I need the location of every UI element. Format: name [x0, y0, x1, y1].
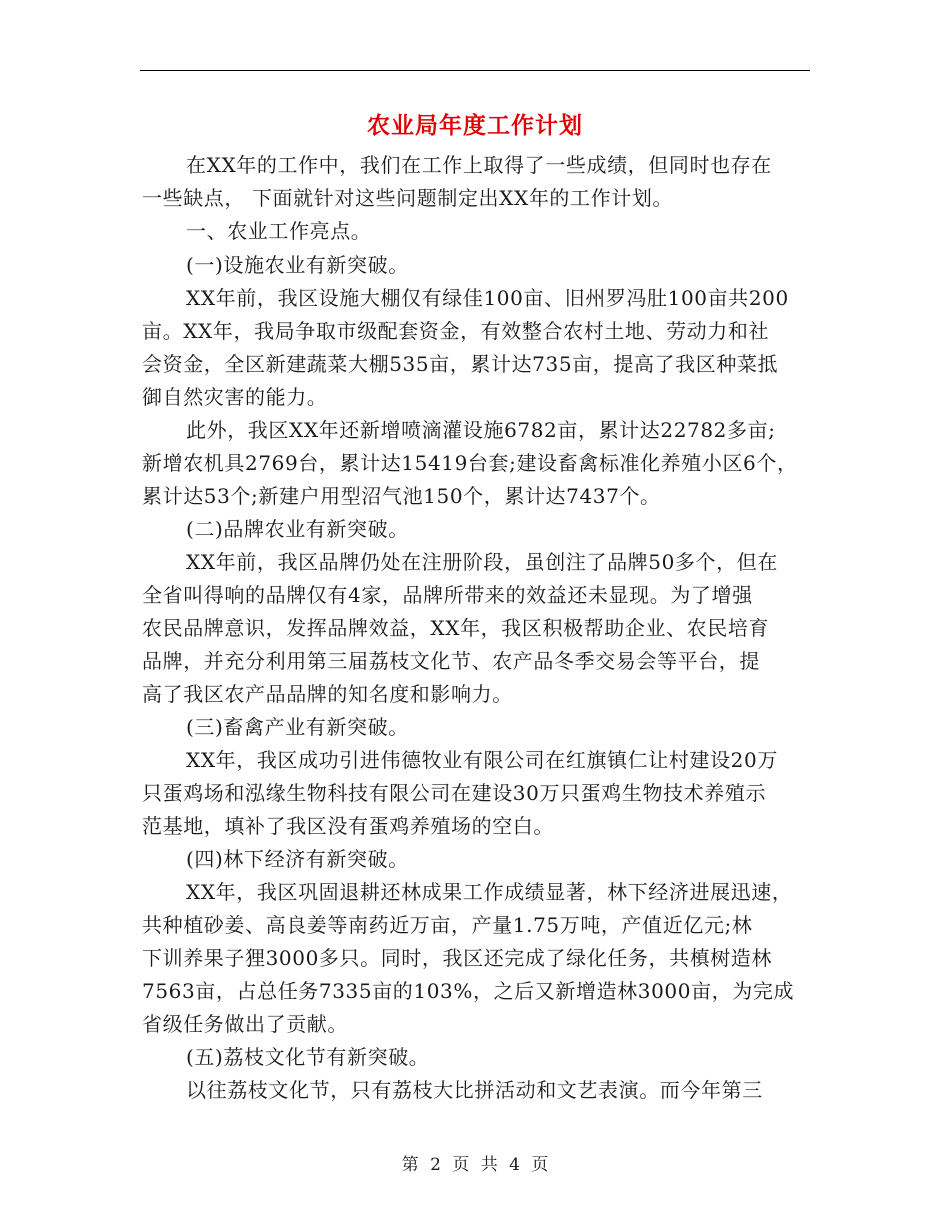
body-line: 在XX年的工作中，我们在工作上取得了一些成绩，但同时也存在	[186, 153, 772, 177]
body-line: 全省叫得响的品牌仅有4家，品牌所带来的效益还未显现。为了增强	[142, 583, 753, 607]
body-line: (二)品牌农业有新突破。	[186, 517, 409, 541]
body-line: (四)林下经济有新突破。	[186, 847, 409, 871]
page-number: 第 2 页 共 4 页	[401, 1155, 549, 1175]
body-line: (一)设施农业有新突破。	[186, 253, 409, 277]
body-line: XX年，我区巩固退耕还林成果工作成绩显著，林下经济进展迅速，	[186, 880, 793, 904]
document-title: 农业局年度工作计划	[367, 112, 583, 139]
body-line: 农民品牌意识，发挥品牌效益，XX年，我区积极帮助企业、农民培育	[142, 616, 770, 640]
body-line: 亩。XX年，我局争取市级配套资金，有效整合农村土地、劳动力和社	[142, 319, 770, 343]
body-line: 只蛋鸡场和泓缘生物科技有限公司在建设30万只蛋鸡生物技术养殖示	[142, 781, 767, 805]
header-rule	[140, 70, 810, 71]
body-line: (三)畜禽产业有新突破。	[186, 715, 409, 739]
body-line: 省级任务做出了贡献。	[142, 1012, 348, 1036]
body-line: 一些缺点， 下面就针对这些问题制定出XX年的工作计划。	[142, 186, 674, 210]
body-line: 范基地，填补了我区没有蛋鸡养殖场的空白。	[142, 814, 554, 838]
body-line: 一、农业工作亮点。	[186, 219, 372, 243]
body-line: 共种植砂姜、高良姜等南药近万亩，产量1.75万吨，产值近亿元;林	[142, 913, 753, 937]
body-line: 高了我区农产品品牌的知名度和影响力。	[142, 682, 513, 706]
body-line: 会资金，全区新建蔬菜大棚535亩，累计达735亩，提高了我区种菜抵	[142, 352, 779, 376]
body-line: 品牌，并充分利用第三届荔枝文化节、农产品冬季交易会等平台，提	[142, 649, 760, 673]
body-line: 7563亩，占总任务7335亩的103%，之后又新增造林3000亩，为完成	[142, 979, 795, 1003]
body-line: XX年，我区成功引进伟德牧业有限公司在红旗镇仁让村建设20万	[186, 748, 778, 772]
body-line: (五)荔枝文化节有新突破。	[186, 1045, 430, 1069]
body-line: XX年前，我区设施大棚仅有绿佳100亩、旧州罗冯肚100亩共200	[186, 286, 789, 310]
body-line: 此外，我区XX年还新增喷滴灌设施6782亩，累计达22782多亩;	[186, 418, 776, 442]
body-line: XX年前，我区品牌仍处在注册阶段，虽创注了品牌50多个，但在	[186, 550, 778, 574]
body-line: 下训养果子狸3000多只。同时，我区还完成了绿化任务，共槙树造林	[142, 946, 773, 970]
body-line: 新增农机具2769台，累计达15419台套;建设畜禽标准化养殖小区6个，	[142, 451, 798, 475]
body-line: 御自然灾害的能力。	[142, 385, 328, 409]
body-line: 以往荔枝文化节，只有荔枝大比拼活动和文艺表演。而今年第三	[186, 1078, 763, 1102]
body-line: 累计达53个;新建户用型沼气池150个，累计达7437个。	[142, 484, 661, 508]
